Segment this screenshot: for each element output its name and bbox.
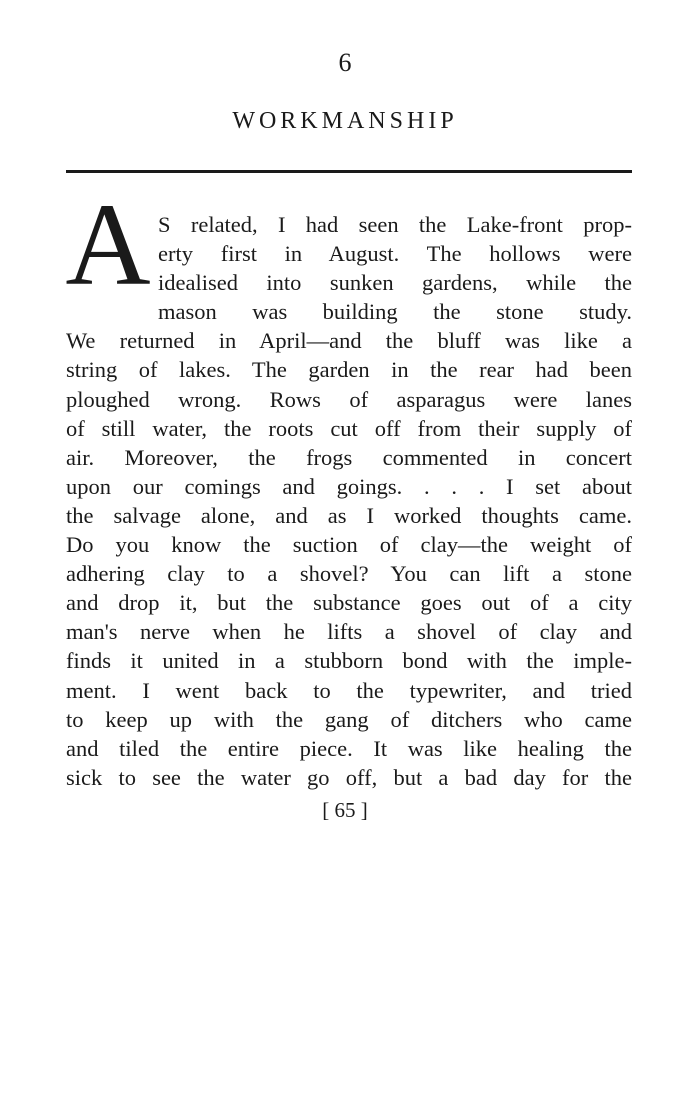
text-line: Do you know the suction of clay—the weight of [66, 532, 632, 558]
page-number: [ 65 ] [322, 798, 368, 822]
text-line: man's nerve when he lifts a shovel of clay and [66, 619, 632, 645]
text-line: adhering clay to a shovel? You can lift a stone [66, 561, 632, 587]
text-line: ploughed wrong. Rows of asparagus were lanes [66, 386, 632, 412]
text-line: of still water, the roots cut off from their supply of [66, 415, 632, 441]
text-line: air. Moreover, the frogs commented in concert [66, 444, 632, 470]
text-line: mason was building the stone study. [158, 299, 632, 325]
drop-cap: A [65, 179, 151, 310]
text-line: S related, I had seen the Lake-front prop- [158, 212, 632, 237]
chapter-title: WORKMANSHIP [232, 108, 458, 134]
text-line: finds it united in a stubborn bond with the imple- [66, 648, 632, 674]
text-line: the salvage alone, and as I worked thoughts came. [66, 502, 632, 528]
text-line: to keep up with the gang of ditchers who came [66, 706, 632, 732]
text-line: sick to see the water go off, but a bad day for the [66, 764, 632, 790]
text-line: upon our comings and goings. . . . I set about [66, 473, 632, 499]
body-paragraph [66, 210, 632, 792]
chapter-number: 6 [338, 48, 352, 77]
text-line: and drop it, but the substance goes out of a city [66, 590, 632, 616]
text-line: erty first in August. The hollows were [158, 241, 632, 267]
text-line: ment. I went back to the typewriter, and tried [66, 677, 632, 703]
text-line: idealised into sunken gardens, while the [158, 270, 632, 296]
text-line: string of lakes. The garden in the rear had been [66, 357, 632, 383]
title-rule [66, 170, 632, 173]
text-line: We returned in April—and the bluff was like a [66, 328, 632, 354]
text-line: and tiled the entire piece. It was like healing the [66, 735, 632, 761]
